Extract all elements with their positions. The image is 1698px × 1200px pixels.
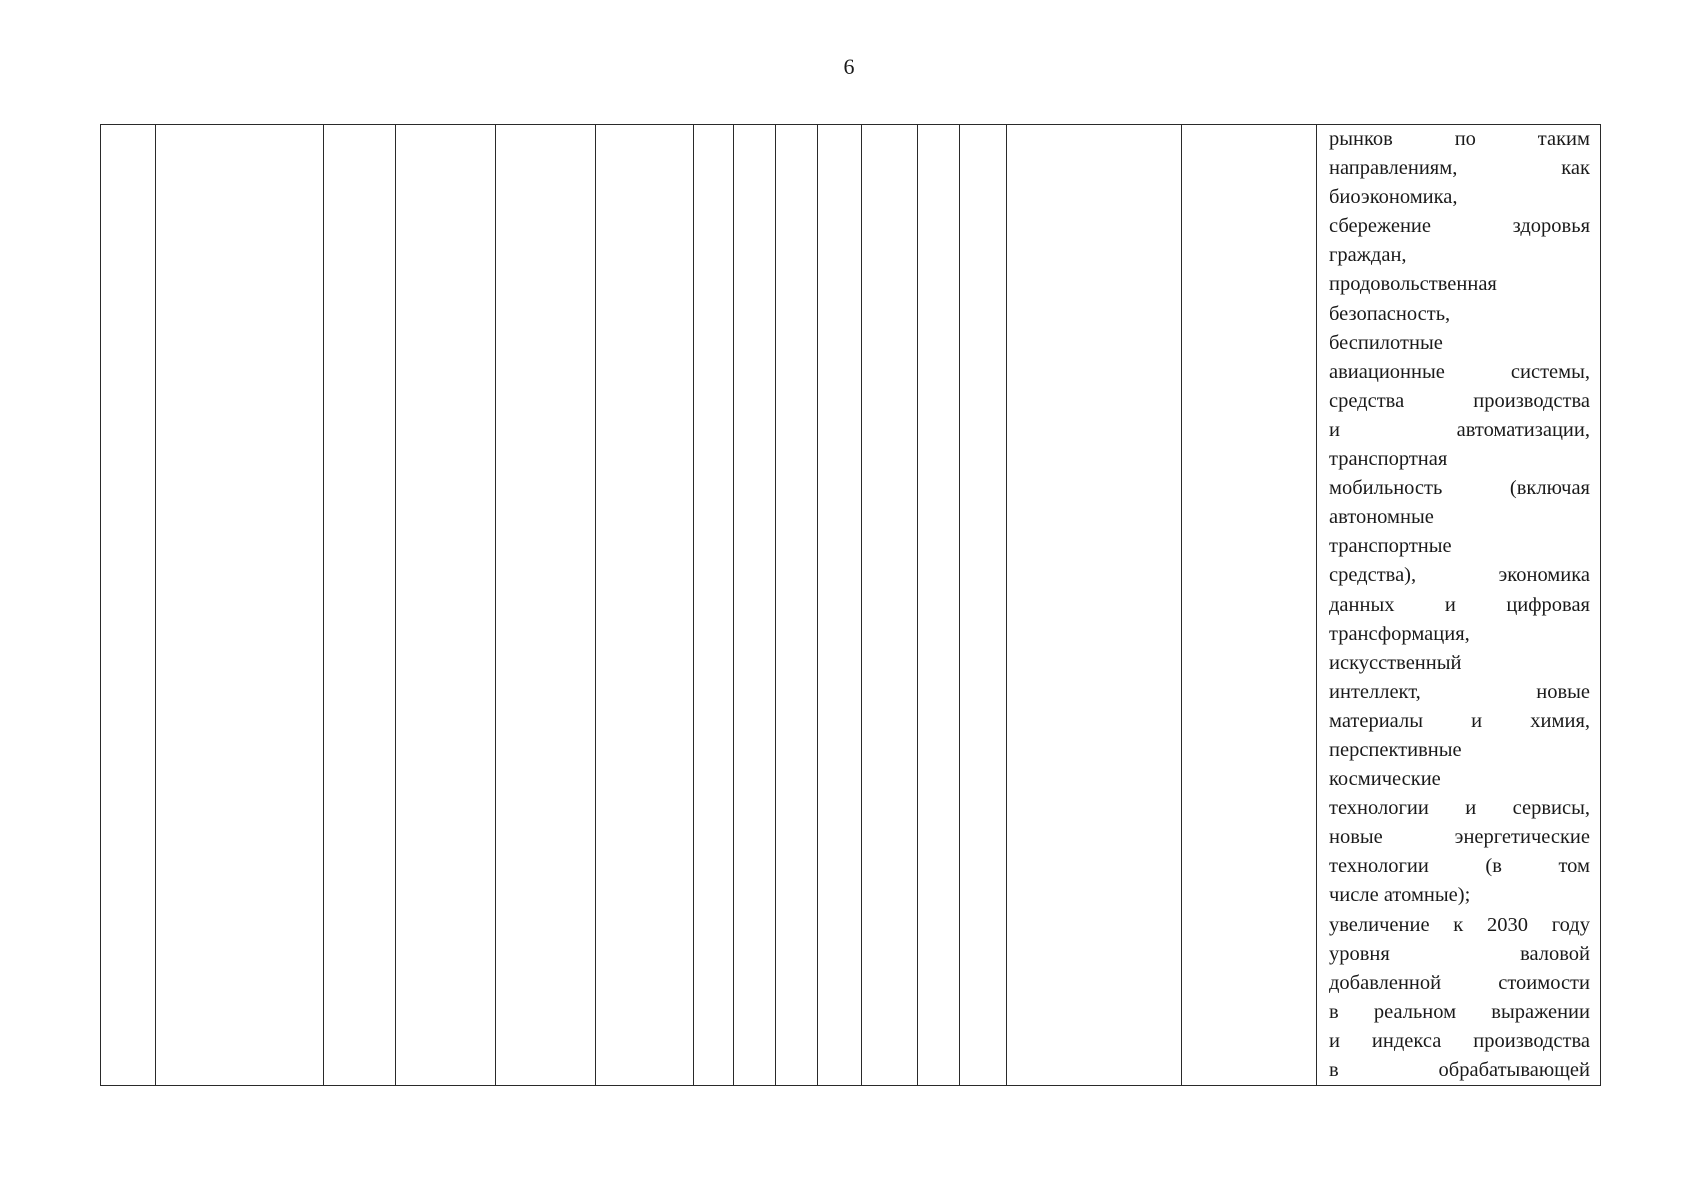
table-cell-empty: [862, 125, 918, 1086]
text-line: беспилотные: [1329, 331, 1443, 354]
text-line: направлениям, как: [1329, 157, 1590, 180]
table-cell-empty: [694, 125, 734, 1086]
text-line: новые энергетические: [1329, 826, 1590, 849]
table-cell-empty: [101, 125, 156, 1086]
table-cell-empty: [818, 125, 862, 1086]
page-number: 6: [843, 54, 855, 79]
text-line: числе атомные);: [1329, 884, 1471, 907]
text-line: технологии (в том: [1329, 855, 1590, 878]
table-cell-empty: [960, 125, 1007, 1086]
text-line: продовольственная: [1329, 273, 1497, 296]
text-line: трансформация,: [1329, 622, 1470, 645]
table-cell-text: [1317, 125, 1601, 1086]
table-cell-empty: [396, 125, 496, 1086]
text-line: искусственный: [1329, 651, 1462, 674]
text-line: мобильность (включая: [1329, 477, 1590, 500]
text-line: средства), экономика: [1329, 564, 1590, 587]
text-line: средства производства: [1329, 389, 1590, 412]
text-line: и индекса производства: [1329, 1029, 1590, 1052]
text-line: увеличение к 2030 году: [1329, 913, 1590, 936]
text-line: материалы и химия,: [1329, 709, 1590, 732]
text-line: данных и цифровая: [1329, 593, 1590, 616]
text-line: сбережение здоровья: [1329, 215, 1590, 238]
table-cell-empty: [1182, 125, 1317, 1086]
text-line: транспортная: [1329, 448, 1448, 471]
text-line: транспортные: [1329, 535, 1452, 558]
text-line: космические: [1329, 768, 1441, 791]
text-line: рынков по таким: [1329, 128, 1590, 150]
text-line: добавленной стоимости: [1329, 971, 1590, 994]
text-line: и автоматизации,: [1329, 418, 1590, 441]
table-cell-empty: [776, 125, 818, 1086]
text-line: граждан,: [1329, 244, 1407, 267]
table-cell-empty: [918, 125, 960, 1086]
table-cell-empty: [156, 125, 324, 1086]
text-line: технологии и сервисы,: [1329, 797, 1590, 820]
text-line: перспективные: [1329, 738, 1462, 761]
document-table: [100, 124, 1601, 1086]
text-line: уровня валовой: [1329, 942, 1590, 965]
table-cell-empty: [1007, 125, 1182, 1086]
text-line: в реальном выражении: [1329, 1000, 1590, 1023]
table-cell-empty: [496, 125, 596, 1086]
text-line: биоэкономика,: [1329, 186, 1458, 209]
text-line: в обрабатывающей: [1329, 1059, 1590, 1081]
table-row: [101, 125, 1601, 1086]
text-line: интеллект, новые: [1329, 680, 1590, 703]
table-cell-empty: [596, 125, 694, 1086]
table-cell-empty: [324, 125, 396, 1086]
table-cell-empty: [734, 125, 776, 1086]
text-line: безопасность,: [1329, 302, 1451, 325]
text-line: авиационные системы,: [1329, 360, 1590, 383]
text-line: автономные: [1329, 506, 1434, 529]
